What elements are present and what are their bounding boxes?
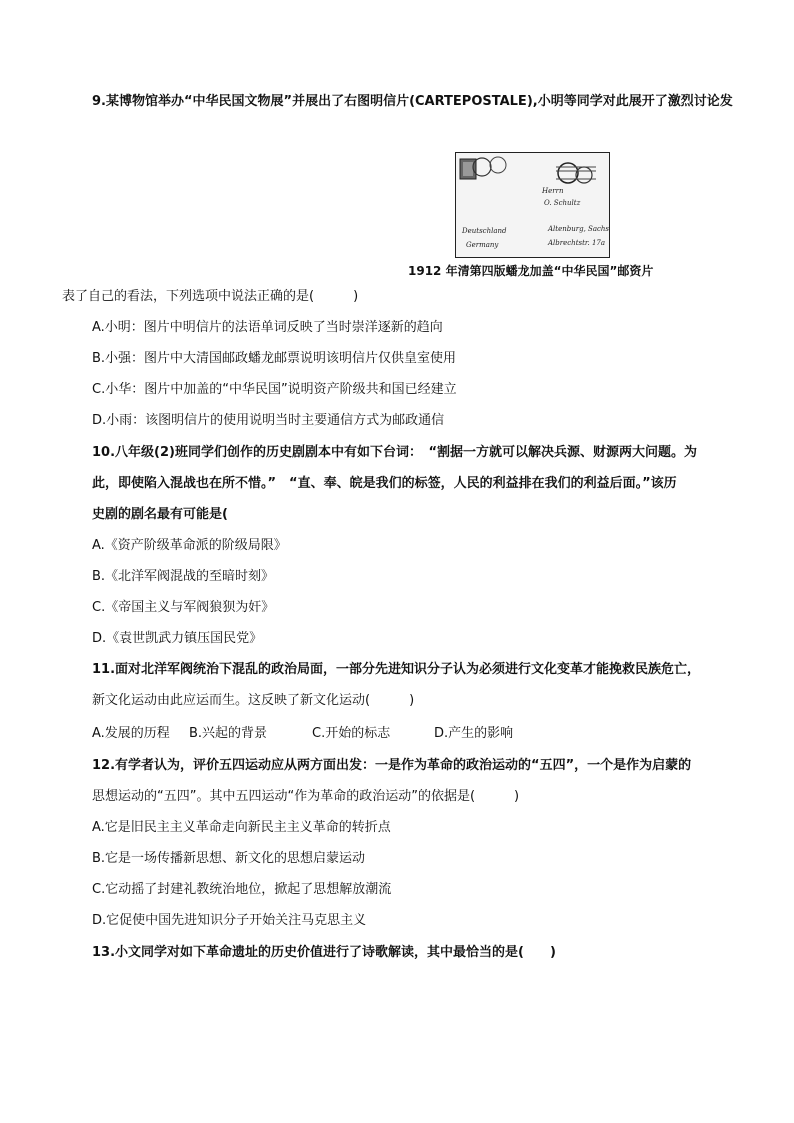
q9-option-b: B.小强：图片中大清国邮政蟠龙邮票说明该明信片仅供皇室使用: [92, 351, 457, 366]
q10-option-b: B.《北洋军阀混战的至暗时刻》: [92, 569, 275, 584]
postcard-image: [455, 152, 610, 260]
handwriting-line: Albrechtstr. 17a: [548, 239, 606, 247]
q9-option-c: C.小华：图片中加盖的“中华民国”说明资产阶级共和国已经建立: [92, 382, 457, 397]
q10-option-c: C.《帝国主义与军阀狼狈为奸》: [92, 600, 275, 615]
handwriting-line: Herrn: [542, 187, 564, 195]
postcard-drawing: [456, 153, 609, 257]
handwriting-line: Altenburg, Sachs: [548, 225, 609, 233]
q10-option-d: D.《袁世凯武力镇压国民党》: [92, 631, 263, 646]
q11-option-c: C.开始的标志: [312, 726, 391, 741]
q12-option-b: B.它是一场传播新思想、新文化的思想启蒙运动: [92, 851, 366, 866]
handwriting-line: Germany: [466, 241, 499, 249]
q10-option-a: A.《资产阶级革命派的阶级局限》: [92, 538, 287, 553]
q9-stem-line2: 表了自己的看法，下列选项中说法正确的是( ): [62, 289, 359, 304]
handwriting-line: Deutschland: [462, 227, 507, 235]
q12-option-a: A.它是旧民主主义革命走向新民主主义革命的转折点: [92, 820, 391, 835]
q11-option-b: B.兴起的背景: [189, 726, 268, 741]
postcard-caption: 1912 年清第四版蟠龙加盖“中华民国”邮资片: [408, 264, 654, 278]
q12-stem-line1: 12.有学者认为，评价五四运动应从两方面出发：一是作为革命的政治运动的“五四”，一个是作为启蒙的: [92, 758, 692, 773]
q10-stem-line3: 史剧的剧名最有可能是(: [92, 507, 228, 522]
q12-option-d: D.它促使中国先进知识分子开始关注马克思主义: [92, 913, 367, 928]
q9-option-a: A.小明：图片中明信片的法语单词反映了当时崇洋逐新的趋向: [92, 320, 443, 335]
q9-option-d: D.小雨：该图明信片的使用说明当时主要通信方式为邮政通信: [92, 413, 445, 428]
q12-option-c: C.它动摇了封建礼教统治地位，掀起了思想解放潮流: [92, 882, 392, 897]
q11-stem-line1: 11.面对北洋军阀统治下混乱的政治局面，一部分先进知识分子认为必须进行文化变革才能挽救民族危亡，: [92, 662, 701, 677]
q11-option-a: A.发展的历程: [92, 726, 170, 741]
q13-stem-line1: 13.小文同学对如下革命遗址的历史价值进行了诗歌解读，其中最恰当的是( ): [92, 945, 556, 960]
q10-stem-line2: 此，即使陷入混战也在所不惜。” “直、奉、皖是我们的标签，人民的利益排在我们的利益后面。”该历: [92, 476, 677, 491]
q9-stem-line1: 9.某博物馆举办“中华民国文物展”并展出了右图明信片(CARTEPOSTALE),小明等同学对此展开了激烈讨论发: [92, 94, 733, 109]
q11-option-d: D.产生的影响: [434, 726, 514, 741]
q12-stem-line2: 思想运动的“五四”。其中五四运动“作为革命的政治运动”的依据是( ): [92, 789, 520, 804]
q10-stem-line1: 10.八年级(2)班同学们创作的历史剧剧本中有如下台词： “割据一方就可以解决兵源、财源两大问题。为: [92, 445, 698, 460]
q11-stem-line2: 新文化运动由此应运而生。这反映了新文化运动( ): [92, 693, 415, 708]
handwriting-line: O. Schultz: [544, 199, 581, 207]
postcard-card: [455, 152, 610, 258]
